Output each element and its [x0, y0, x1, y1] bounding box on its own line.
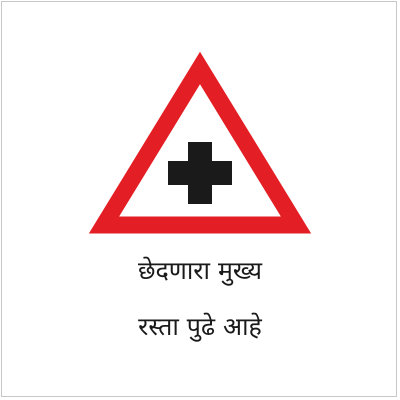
sign-caption-line-2: रस्ता पुढे आहे — [138, 312, 262, 341]
sign-caption-line-1: छेदणारा मुख्य — [137, 256, 263, 285]
